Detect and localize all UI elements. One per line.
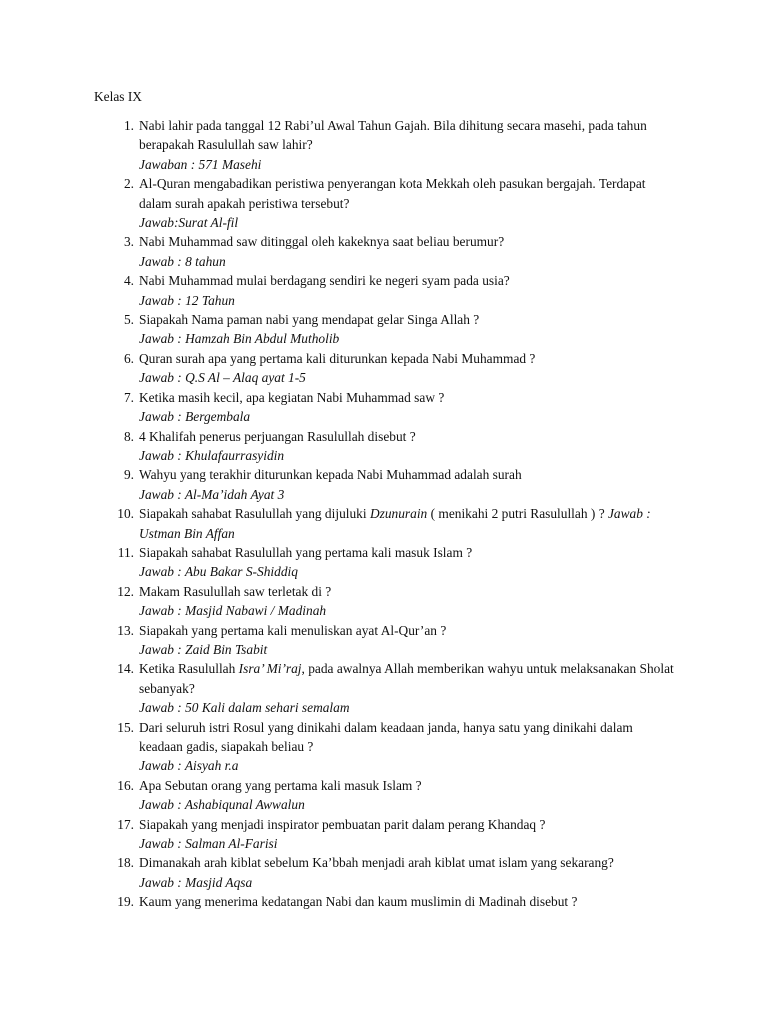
answer-text: Jawab : Al-Ma’idah Ayat 3 [139,486,285,502]
question-text: Quran surah apa yang pertama kali diturunkan kepada Nabi Muhammad ? [139,350,536,366]
question-number: 12. [117,583,134,599]
answer-text: Jawab : Khulafaurrasyidin [139,447,285,463]
answer-text: Jawab : Ustman Bin Affan [139,506,651,541]
question-number: 2. [123,176,134,192]
question-number: 10. [117,506,134,522]
question-item [108,582,678,621]
question-item [108,388,678,427]
question-text [139,504,678,543]
question-text-part: , pada awalnya Allah memberikan wahyu untuk melaksanakan Sholat sebanyak? [139,661,674,696]
question-text: Nabi lahir pada tanggal 12 Rabi’ul Awal Tahun Gajah. Bila dihitung secara masehi, pada tahun berapakah Rasulullah saw lahir? [139,118,647,153]
answer-text: Jawab : Salman Al-Farisi [139,836,278,852]
question-number: 19. [117,894,134,910]
question-number: 15. [117,719,134,735]
question-item [108,271,678,310]
answer-text: Jawab : Bergembala [139,409,251,425]
question-text: Ketika masih kecil, apa kegiatan Nabi Muhammad saw ? [139,389,445,405]
answer-text: Jawaban : 571 Masehi [139,156,262,172]
question-text: Wahyu yang terakhir diturunkan kepada Nabi Muhammad adalah surah [139,467,522,483]
question-item [108,659,678,717]
page-title: Kelas IX [94,89,142,104]
question-number: 1. [123,118,134,133]
answer-text: Jawab : Abu Bakar S-Shiddiq [139,564,298,580]
question-item [108,853,678,892]
question-text-italic: Dzunurain [369,506,428,522]
question-text: Kaum yang menerima kedatangan Nabi dan kaum muslimin di Madinah disebut ? [139,894,578,910]
question-text: Siapakah Nama paman nabi yang mendapat gelar Singa Allah ? [139,312,480,328]
question-text: Apa Sebutan orang yang pertama kali masuk Islam ? [139,777,422,793]
answer-text: Jawab : Ashabiqunal Awwalun [139,797,305,813]
question-number: 6. [123,350,134,366]
question-number: 8. [123,428,134,444]
question-item [108,310,678,349]
question-text: Nabi Muhammad mulai berdagang sendiri ke negeri syam pada usia? [139,273,510,289]
question-text-part: Siapakah sahabat Rasulullah yang dijuluki [139,506,370,522]
question-number: 18. [117,855,134,871]
answer-text: Jawab:Surat Al-fil [139,215,239,231]
question-item [108,232,678,271]
question-item [108,504,678,543]
question-number: 14. [117,661,134,677]
answer-text: Jawab : 50 Kali dalam sehari semalam [139,700,350,716]
answer-text: Jawab : Zaid Bin Tsabit [139,641,268,657]
question-number: 13. [117,622,134,638]
question-number: 16. [117,777,134,793]
question-text: 4 Khalifah penerus perjuangan Rasulullah disebut ? [139,428,416,444]
question-number: 11. [117,544,134,560]
question-number: 7. [123,389,134,405]
question-text-part: ( menikahi 2 putri Rasulullah ) ? [427,506,608,522]
question-item [108,892,678,911]
question-list [108,116,678,912]
answer-text: Jawab : Q.S Al – Alaq ayat 1-5 [139,370,306,386]
question-text-part: Ketika Rasulullah [139,661,239,677]
question-text: Al-Quran mengabadikan peristiwa penyerangan kota Mekkah oleh pasukan bergajah. Terdapat dalam surah apakah peristiwa tersebut? [139,176,646,211]
question-item [108,718,678,776]
question-text: Siapakah yang menjadi inspirator pembuatan parit dalam perang Khandaq ? [139,816,546,832]
answer-text: Jawab : Aisyah r.a [139,758,239,774]
question-number: 4. [123,273,134,289]
question-text: Dimanakah arah kiblat sebelum Ka’bbah menjadi arah kiblat umat islam yang sekarang? [139,855,614,871]
question-text: Nabi Muhammad saw ditinggal oleh kakeknya saat beliau berumur? [139,234,505,250]
question-text: Siapakah sahabat Rasulullah yang pertama kali masuk Islam ? [139,544,473,560]
answer-text: Jawab : 8 tahun [139,253,226,269]
question-text [139,659,678,698]
question-item [108,776,678,815]
question-text-italic: Isra’ Mi’raj [238,661,302,677]
answer-text: Jawab : Hamzah Bin Abdul Mutholib [139,331,340,347]
question-number: 17. [117,816,134,832]
question-number: 3. [123,234,134,250]
question-item [108,543,678,582]
question-text: Dari seluruh istri Rosul yang dinikahi dalam keadaan janda, hanya satu yang dinikahi dalam keadaan gadis, siapakah beliau ? [139,719,633,754]
answer-text: Jawab : Masjid Aqsa [139,874,253,890]
question-item [108,621,678,660]
answer-text: Jawab : Masjid Nabawi / Madinah [139,603,327,619]
question-item [108,349,678,388]
question-number: 9. [123,467,134,483]
question-number: 5. [123,312,134,328]
question-text: Siapakah yang pertama kali menuliskan ayat Al-Qur’an ? [139,622,447,638]
answer-text: Jawab : 12 Tahun [139,292,235,308]
question-item [108,116,678,174]
question-item [108,427,678,466]
question-text: Makam Rasulullah saw terletak di ? [139,583,332,599]
question-item [108,815,678,854]
question-item [108,174,678,232]
question-item [108,465,678,504]
